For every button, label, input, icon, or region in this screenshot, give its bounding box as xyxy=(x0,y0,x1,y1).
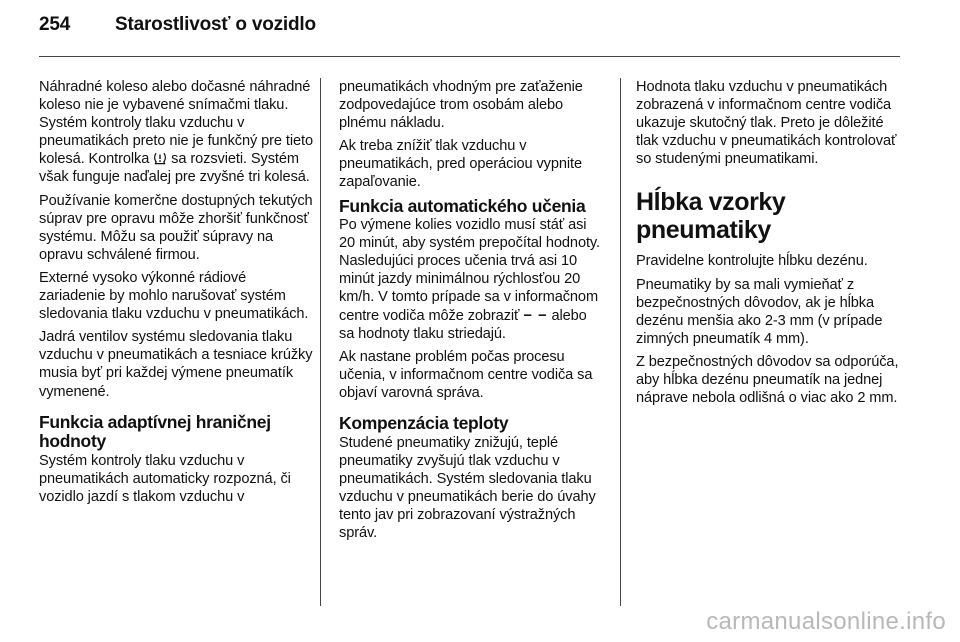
paragraph-valve-cores: Jadrá ventilov systému sledovania tlaku vzduchu v pneumatikách a tesniace krúžky musia byť pri každej výmene pneumatík vymenené. xyxy=(39,329,313,400)
paragraph-auto-learning xyxy=(339,216,605,343)
paragraph-text: sa rozsvieti. Systém však funguje naďalej pre zvyšné tri kolesá. xyxy=(39,151,310,186)
paragraph-repair-kits: Používanie komerčne dostupných tekutých súprav pre opravu môže zhoršiť funkčnosť systému. Môžu sa použiť súpravy na opravu schválené firmou. xyxy=(39,192,313,263)
column-3 xyxy=(636,78,904,412)
heading-auto-learning: Funkcia automatického učenia xyxy=(339,195,586,216)
heading-tread-depth: Hĺbka vzorky pneumatiky xyxy=(636,188,786,245)
paragraph-radio-interference: Externé vysoko výkonné rádiové zariadenie by mohlo narušovať systém sledovania tlaku vzduchu v pneumatikách. xyxy=(39,269,309,323)
paragraph-replace-tires: Pneumatiky by sa mali vymieňať z bezpečnostných dôvodov, ak je hĺbka dezénu menšia ako 2-3 mm (v prípade zimných pneumatík 4 mm). xyxy=(636,276,883,347)
column-1 xyxy=(39,78,313,511)
paragraph-spare-wheel xyxy=(39,78,313,187)
column-divider xyxy=(320,78,321,606)
paragraph-text: alebo sa hodnoty tlaku striedajú. xyxy=(339,307,587,342)
column-2 xyxy=(339,78,605,547)
paragraph-load-pressure: pneumatikách vhodným pre zaťaženie zodpovedajúce trom osobám alebo plnému nákladu. xyxy=(339,79,583,132)
paragraph-temperature-compensation: Studené pneumatiky znižujú, teplé pneumatiky zvyšujú tlak vzduchu v pneumatikách. Systém sledovania tlaku vzduchu v pneumatikách berie do úvahy tento jav pri zobrazovaní výstražných správ. xyxy=(339,434,596,541)
paragraph-displayed-pressure: Hodnota tlaku vzduchu v pneumatikách zobrazená v informačnom centre vodiča ukazuje skutočný tlak. Preto je dôležité tlak vzduchu v pneumatikách kontrolovať so studenými pneumatikami. xyxy=(636,79,897,168)
page-number: 254 xyxy=(39,14,71,35)
page-header xyxy=(39,14,316,36)
paragraph-text: Po výmene kolies vozidlo musí stáť asi 20 minút, aby systém prepočítal hodnoty. Nasledujúci proces učenia trvá asi 10 minút jazdy minimálnou rýchlosťou 20 km/h. V tomto prípade sa v informačnom centre vodiča môže zobraziť xyxy=(339,217,600,324)
heading-adaptive-threshold: Funkcia adaptívnej hraničnej hodnoty xyxy=(39,411,271,452)
paragraph-text: Náhradné koleso alebo dočasné náhradné koleso nie je vybavené snímačmi tlaku. Systém kontroly tlaku vzduchu v pneumatikách preto nie je funkčný pre tieto kolesá. Kontrolka xyxy=(39,79,313,168)
header-rule xyxy=(39,56,900,57)
paragraph-learning-problem: Ak nastane problém počas procesu učenia, v informačnom centre vodiča sa objaví varovná správa. xyxy=(339,348,593,401)
paragraph-ignition-off: Ak treba znížiť tlak vzduchu v pneumatikách, pred operáciou vypnite zapaľovanie. xyxy=(339,138,583,191)
paragraph-adaptive-threshold: Systém kontroly tlaku vzduchu v pneumatikách automaticky rozpozná, či vozidlo jazdí s tlakom vzduchu v xyxy=(39,452,291,505)
dashes-display-symbol: − − xyxy=(523,307,548,324)
paragraph-check-tread: Pravidelne kontrolujte hĺbku dezénu. xyxy=(636,253,868,270)
tire-pressure-warning-icon xyxy=(153,151,167,165)
watermark: carmanualsonline.info xyxy=(706,608,946,635)
page-title: Starostlivosť o vozidlo xyxy=(115,14,316,35)
paragraph-axle-difference: Z bezpečnostných dôvodov sa odporúča, aby hĺbka dezénu pneumatík na jednej nápravе nebola odlišná o viac ako 2 mm. xyxy=(636,353,899,407)
column-divider xyxy=(620,78,621,606)
heading-temperature-compensation: Kompenzácia teploty xyxy=(339,413,509,433)
